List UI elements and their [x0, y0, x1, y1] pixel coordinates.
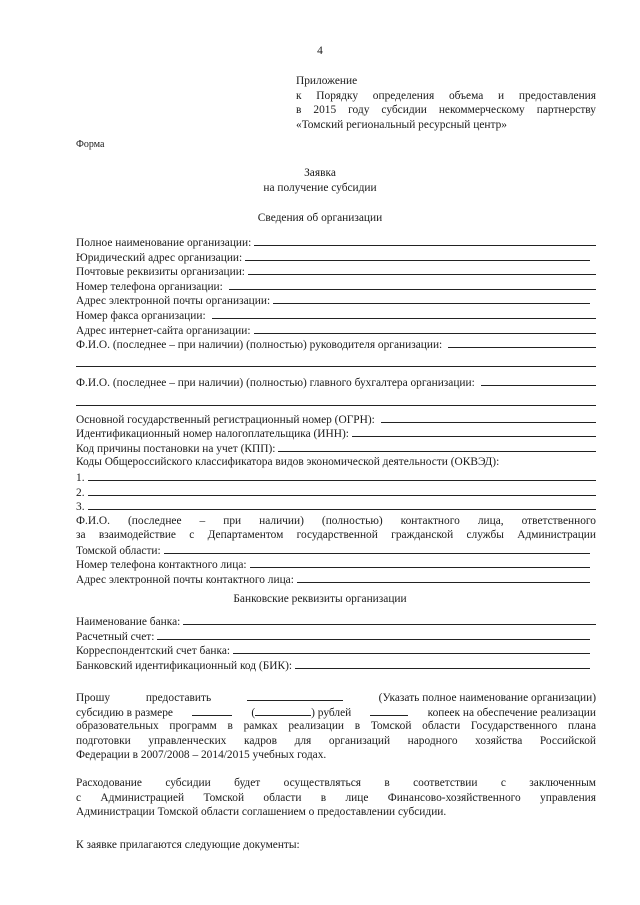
appendix-line: к Порядку определения объема и предоставления: [296, 89, 596, 102]
okved-number: 2.: [76, 486, 85, 499]
field-full-name[interactable]: [76, 235, 596, 250]
document-subheading: на получение субсидии: [263, 182, 377, 194]
fill-line[interactable]: [273, 293, 590, 304]
field-contact-name[interactable]: [76, 543, 596, 558]
fill-line[interactable]: [448, 337, 596, 348]
page-number: 4: [317, 45, 323, 57]
field-label: Основной государственный регистрационный номер (ОГРН):: [76, 413, 375, 426]
fill-line[interactable]: [88, 470, 596, 481]
field-label: Банковский идентификационный код (БИК):: [76, 659, 293, 672]
field-contact-email[interactable]: [76, 572, 596, 587]
request-line: субсидию в размере ( ) рублей копеек на обеспечение реализации: [76, 706, 596, 719]
appendix-line: «Томский региональный ресурсный центр»: [296, 118, 507, 131]
amount-words-blank[interactable]: [255, 705, 311, 716]
field-label: Номер телефона организации:: [76, 280, 223, 293]
fill-line[interactable]: [76, 390, 596, 406]
fill-line[interactable]: [157, 629, 590, 640]
okved-item[interactable]: [76, 470, 596, 485]
field-bank-name[interactable]: [76, 614, 596, 629]
document-heading: Заявка: [304, 167, 336, 179]
bank-section-title: Банковские реквизиты организации: [233, 593, 407, 605]
field-label: Томской области:: [76, 544, 161, 557]
fill-line[interactable]: [278, 441, 596, 452]
okved-item[interactable]: [76, 485, 596, 500]
field-label: Адрес электронной почты организации:: [76, 295, 271, 308]
field-bik[interactable]: [76, 658, 596, 673]
field-label: Наименование банка:: [76, 616, 181, 628]
okved-number: 3.: [76, 501, 85, 514]
okved-title: Коды Общероссийского классификатора видов экономической деятельности (ОКВЭД):: [76, 456, 500, 469]
field-label: Ф.И.О. (последнее – при наличии) (полностью) руководителя организации:: [76, 339, 443, 352]
field-email[interactable]: [76, 293, 596, 308]
field-label: Юридический адрес организации:: [76, 251, 243, 264]
fill-line[interactable]: [212, 308, 596, 319]
fill-line[interactable]: [254, 235, 596, 246]
field-website[interactable]: [76, 323, 596, 338]
org-name-blank[interactable]: [247, 690, 343, 701]
fill-line[interactable]: [248, 264, 596, 275]
field-ogrn[interactable]: [76, 412, 596, 427]
field-label: Номер телефона контактного лица:: [76, 559, 247, 572]
request-text: Федерации в 2007/2008 – 2014/2015 учебных годах.: [76, 749, 327, 762]
field-label: Почтовые реквизиты организации:: [76, 266, 245, 279]
spending-text: Расходование субсидии будет осуществляться в соответствии с заключенным: [76, 777, 596, 789]
form-label: Форма: [76, 139, 105, 150]
contact-text: Ф.И.О. (последнее – при наличии) (полностью) контактного лица, ответственного: [76, 514, 596, 527]
field-contact-phone[interactable]: [76, 557, 596, 572]
fill-line[interactable]: [254, 323, 597, 334]
field-accountant-name[interactable]: [76, 375, 596, 390]
fill-line[interactable]: [250, 557, 590, 568]
field-label: Расчетный счет:: [76, 630, 155, 643]
request-line: Прошу предоставить (Указать полное наименование организации): [76, 692, 596, 704]
fill-line[interactable]: [297, 572, 590, 583]
field-inn[interactable]: [76, 426, 596, 441]
field-phone[interactable]: [76, 279, 596, 294]
field-label: Полное наименование организации:: [76, 237, 252, 249]
fill-line[interactable]: [76, 352, 596, 368]
contact-text: за взаимодействие с Департаментом государственной гражданской службы Администрации: [76, 529, 596, 542]
fill-line[interactable]: [164, 543, 590, 554]
request-paragraph: [76, 690, 596, 763]
amount-blank[interactable]: [192, 705, 232, 716]
spending-text: Администрации Томской области соглашением о предоставлении субсидии.: [76, 806, 447, 819]
request-text: подготовки управленческих кадров для организаций народного хозяйства Российской: [76, 734, 596, 747]
fill-line[interactable]: [245, 250, 590, 261]
org-section-title: Сведения об организации: [257, 212, 383, 224]
field-fax[interactable]: [76, 308, 596, 323]
fill-line[interactable]: [381, 412, 596, 423]
field-label: Адрес интернет-сайта организации:: [76, 324, 251, 337]
field-label: Код причины постановки на учет (КПП):: [76, 442, 276, 455]
spending-text: с Администрацией Томской области в лице Финансово-хозяйственного управления: [76, 791, 596, 804]
field-corr-account[interactable]: [76, 643, 596, 658]
field-legal-address[interactable]: [76, 250, 596, 265]
fill-line[interactable]: [295, 658, 590, 669]
appendix-block: [296, 74, 596, 132]
fill-line[interactable]: [183, 614, 596, 625]
fill-line[interactable]: [88, 499, 596, 510]
bank-fields: [76, 614, 596, 672]
org-fields: [76, 235, 596, 587]
okved-number: 1.: [76, 471, 85, 484]
appendix-title: Приложение: [296, 75, 358, 87]
field-account[interactable]: [76, 629, 596, 644]
fill-line[interactable]: [481, 375, 596, 386]
fill-line[interactable]: [233, 643, 590, 654]
field-label: Ф.И.О. (последнее – при наличии) (полностью) главного бухгалтера организации:: [76, 377, 475, 390]
field-label: Идентификационный номер налогоплательщика (ИНН):: [76, 428, 349, 441]
kopecks-blank[interactable]: [370, 705, 408, 716]
okved-item[interactable]: [76, 499, 596, 514]
fill-line[interactable]: [229, 279, 596, 290]
attachments-label: К заявке прилагаются следующие документы:: [76, 839, 300, 851]
request-text: образовательных программ в рамках реализации в Томской области Государственного плана: [76, 720, 596, 733]
field-kpp[interactable]: [76, 441, 596, 456]
fill-line[interactable]: [88, 485, 596, 496]
field-head-name[interactable]: [76, 337, 596, 352]
field-postal[interactable]: [76, 264, 596, 279]
field-label: Номер факса организации:: [76, 309, 206, 322]
field-label: Корреспондентский счет банка:: [76, 645, 231, 658]
spending-paragraph: [76, 776, 596, 820]
field-label: Адрес электронной почты контактного лица:: [76, 574, 294, 587]
fill-line[interactable]: [352, 426, 596, 437]
appendix-line: в 2015 году субсидии некоммерческому партнерству: [296, 104, 596, 117]
